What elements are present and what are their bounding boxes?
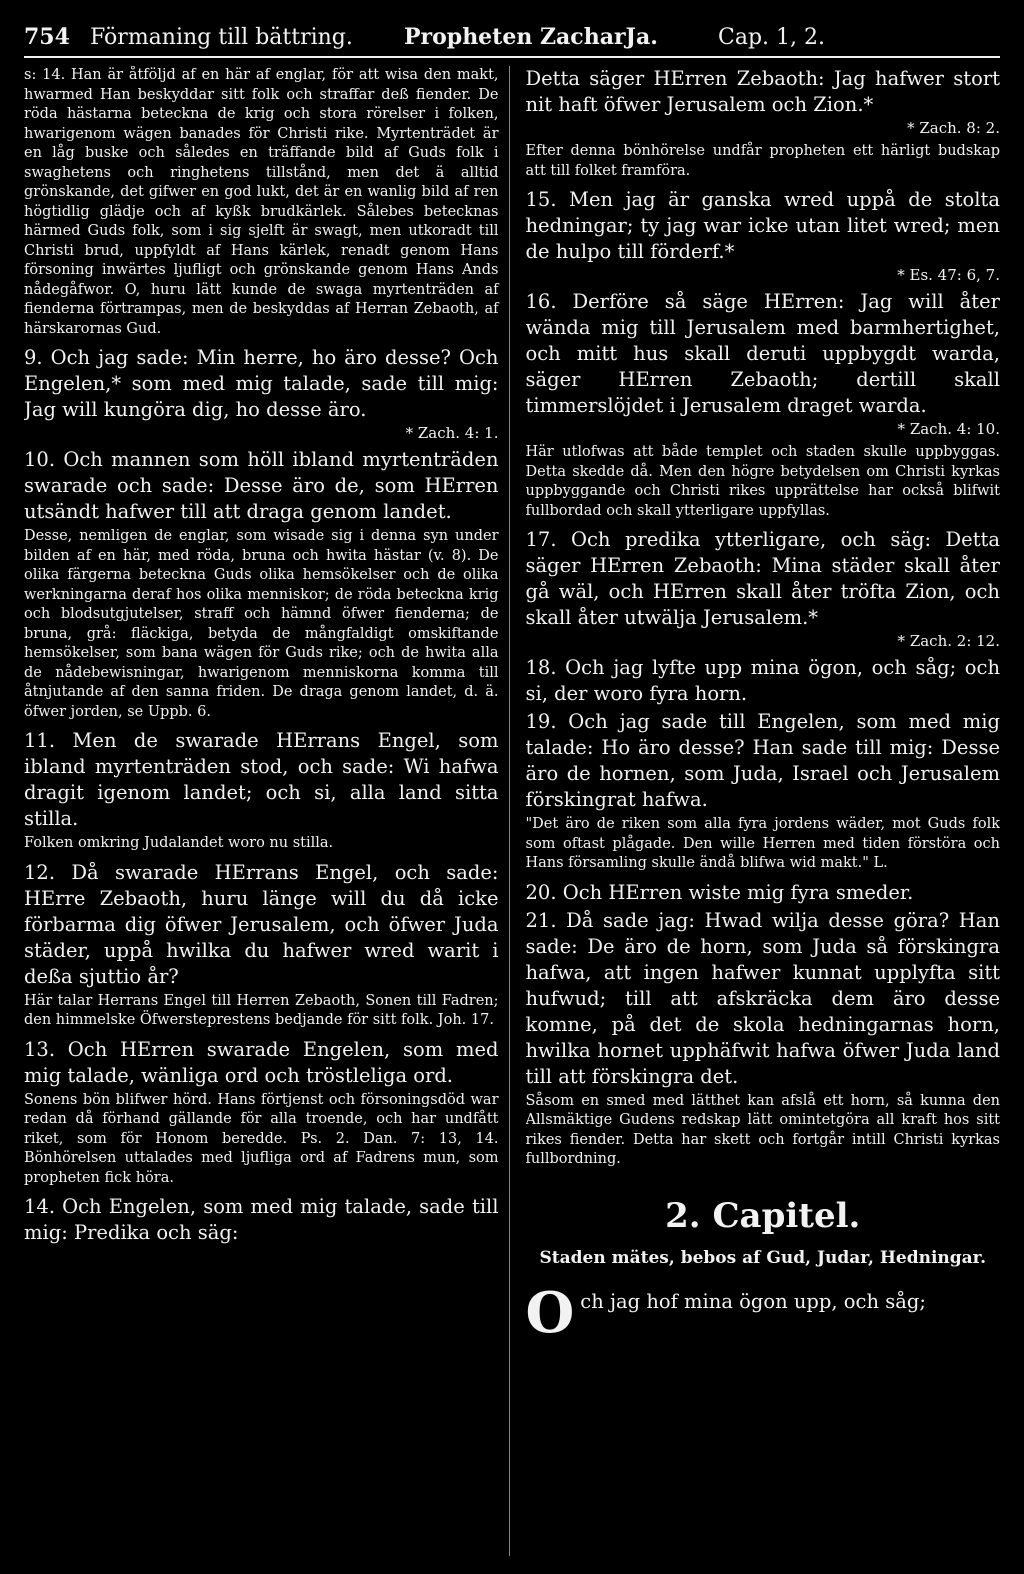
note-paragraph: Folken omkring Judalandet woro nu stilla. (24, 835, 334, 851)
verse-13: 13. Och HErren swarade Engelen, som med mig talade, wänliga ord och tröstleliga ord. (24, 1037, 499, 1087)
cross-reference: * Es. 47: 6, 7. (897, 266, 1000, 284)
verse-9: 9. Och jag sade: Min herre, ho äro desse? Och Engelen,* som med mig talade, sade till mig: Jag will kungöra dig, ho desse äro. (24, 346, 499, 421)
running-header (24, 22, 1000, 58)
verse-20: 20. Och HErren wiste mig fyra smeder. (525, 880, 914, 904)
note-paragraph: Sonens bön blifwer hörd. Hans förtjenst och försoningsdöd war redan då förhand gällande för alla troende, och har undfått riket, som för Honom beredde. Ps. 2. Dan. 7: 13, 14. Bönhörelsen uttalades med ljufliga ord af Fadrens mun, som propheten fick höra. (24, 1091, 499, 1186)
cross-reference: * Zach. 8: 2. (907, 119, 1000, 137)
verse-14: 14. Och Engelen, som med mig talade, sade till mig: Predika och säg: (24, 1195, 499, 1244)
note-paragraph: "Det äro de riken som alla fyra jordens wäder, mot Guds folk som oftast plågade. Den wille Herren med tiden förstöra och Hans församling skulle ändå blifwa wid makt." L. (525, 816, 1000, 871)
left-column (24, 66, 510, 1556)
chapter-reference: Cap. 1, 2. (718, 25, 825, 50)
note-paragraph: Såsom en smed med lätthet kan afslå ett horn, så kunna den Allsmäktige Gudens redskap lätt omintetgöra all kraft hos sitt rikes fiender. Detta har skett och fortgår intill Christi kyrkas fullbordning. (525, 1092, 1000, 1167)
verse-text: ch jag hof mina ögon upp, och såg; (580, 1290, 926, 1313)
verse-17: 17. Och predika ytterligare, och säg: Detta säger HErren Zebaoth: Mina städer skall åter gå wäl, och HErren skall åter tröfta Zion, och skall åter utwälja Jerusalem.* (525, 528, 1000, 629)
verse-16: 16. Derföre så säge HErren: Jag will åter wända mig till Jerusalem med barmhertighet, och mitt hus skall deruti uppbygdt warda, säger HErren Zebaoth; dertill skall timmerslöjdet i Jerusalem draget warda. (525, 290, 1000, 417)
book-title: Propheten ZacharJa. (404, 24, 658, 50)
verse-12: 12. Då swarade HErrans Engel, och sade: HErre Zebaoth, huru länge will du då icke förbarma dig öfwer Jerusalem, och öfwer Juda städer, uppå hwilka du hafwer wred warit i deßa sjuttio år? (24, 860, 499, 988)
page-number: 754 (24, 24, 70, 50)
chapter-2-verse-1 (525, 1280, 1001, 1346)
cross-reference: * Zach. 2: 12. (897, 632, 1000, 650)
verse-21: 21. Då sade jag: Hwad wilja desse göra? Han sade: De äro de horn, som Juda så förskingra hafwa, att ingen hafwer kunnat upplyfta sitt hufwud; till att afskräcka dem äro desse komne, på det de skola hedningarnas horn, hwilka hornet upphäfwit hafwa öfwer Juda land till att förskingra det. (525, 908, 1000, 1088)
note-paragraph: Här talar Herrans Engel till Herren Zebaoth, Sonen till Fadren; den himmelske Öfwersteprestens bedjande för sitt folk. Joh. 17. (24, 992, 499, 1028)
text-columns (24, 66, 1000, 1556)
note-paragraph: s: 14. Han är åtföljd af en här af englar, för att wisa den makt, hwarmed Han beskyddar sitt folk och straffar deß fiender. De röda hästarna beteckna de krig och stora rörelser i folken, hwarigenom wägen banades för Christi rike. Myrtenträdet är en låg buske och således en träffande bild af Guds folk i swaghetens och ringhetens tillstånd, men det ä alltid grönskande, det gifwer en god lukt, det är en wanlig bild af ren högtidlig glädje och af kyßk brudkärlek. Sålebes betecknas härmed Guds folk, som i sig sjelft är swagt, men utkoradt till Christi brud, uppfyldt af Hans kärlek, renadt genom Hans försoning inwärtes ljufligt och grönskande genom Hans Ands nådegåfwor. O, huru lätt kunde de swaga myrtenträden af fienderna förtrampas, men de beskyddas af Herran Zebaoth, af härskarornas Gud. (24, 67, 499, 337)
verse-19: 19. Och jag sade till Engelen, som med mig talade: Ho äro desse? Han sade till mig: Desse äro de hornen, som Juda, Israel och Jerusalem förskingrat hafwa. (525, 710, 1000, 811)
chapter-summary: Staden mätes, bebos af Gud, Judar, Hedningar. (539, 1247, 986, 1268)
cross-reference: * Zach. 4: 1. (405, 424, 499, 442)
cross-reference: * Zach. 4: 10. (897, 420, 1000, 438)
verse-11: 11. Men de swarade HErrans Engel, som ibland myrtenträden stod, och sade: Wi hafwa dragit igenom landet; och si, alla land sitta stilla. (24, 729, 499, 830)
note-paragraph: Desse, nemligen de englar, som wisade sig i denna syn under bilden af en här, med röda, bruna och hwita hästar (v. 8). De olika färgerna beteckna Guds olika hemsökelser och de olika werkningarna deraf hos olika menniskor; de röda beteckna krig och blodsutgjutelser, straff och hämnd öfwer fienderna; de bruna, grå: fläckiga, betyda de mångfaldigt omskiftande hemsökelser, som bana wägen för Guds rike; och de hwita alla de nådebewisningar, hwarigenom menniskorna komma till åtnjutande af den sanna friden. De draga genom landet, d. ä. öfwer jorden, se Uppb. 6. (24, 528, 499, 720)
verse-10: 10. Och mannen som höll ibland myrtenträden swarade och sade: Desse äro de, som HErren utsändt hafwer till att draga genom landet. (24, 448, 499, 523)
verse-18: 18. Och jag lyfte upp mina ögon, och såg; och si, der woro fyra horn. (525, 656, 1000, 705)
verse-15: 15. Men jag är ganska wred uppå de stolta hedningar; ty jag war icke utan litet wred; men de hulpo till förderf.* (525, 188, 1000, 263)
chapter-heading: 2. Capitel. (665, 1195, 861, 1236)
running-title: Förmaning till bättring. (90, 25, 353, 50)
right-column (526, 66, 1001, 1556)
drop-cap: O (525, 1280, 575, 1346)
verse-14-continued: Detta säger HErren Zebaoth: Jag hafwer stort nit haft öfwer Jerusalem och Zion.* (525, 67, 1000, 116)
note-paragraph: Här utlofwas att både templet och staden skulle uppbyggas. Detta skedde då. Men den högre betydelsen om Christi kyrkas uppbyggande och Christi rikes upprättelse har också blifwit fullbordad och skall ytterligare uppfyllas. (525, 444, 1000, 519)
note-paragraph: Efter denna bönhörelse undfår propheten ett härligt budskap att till folket framföra. (525, 143, 1000, 179)
